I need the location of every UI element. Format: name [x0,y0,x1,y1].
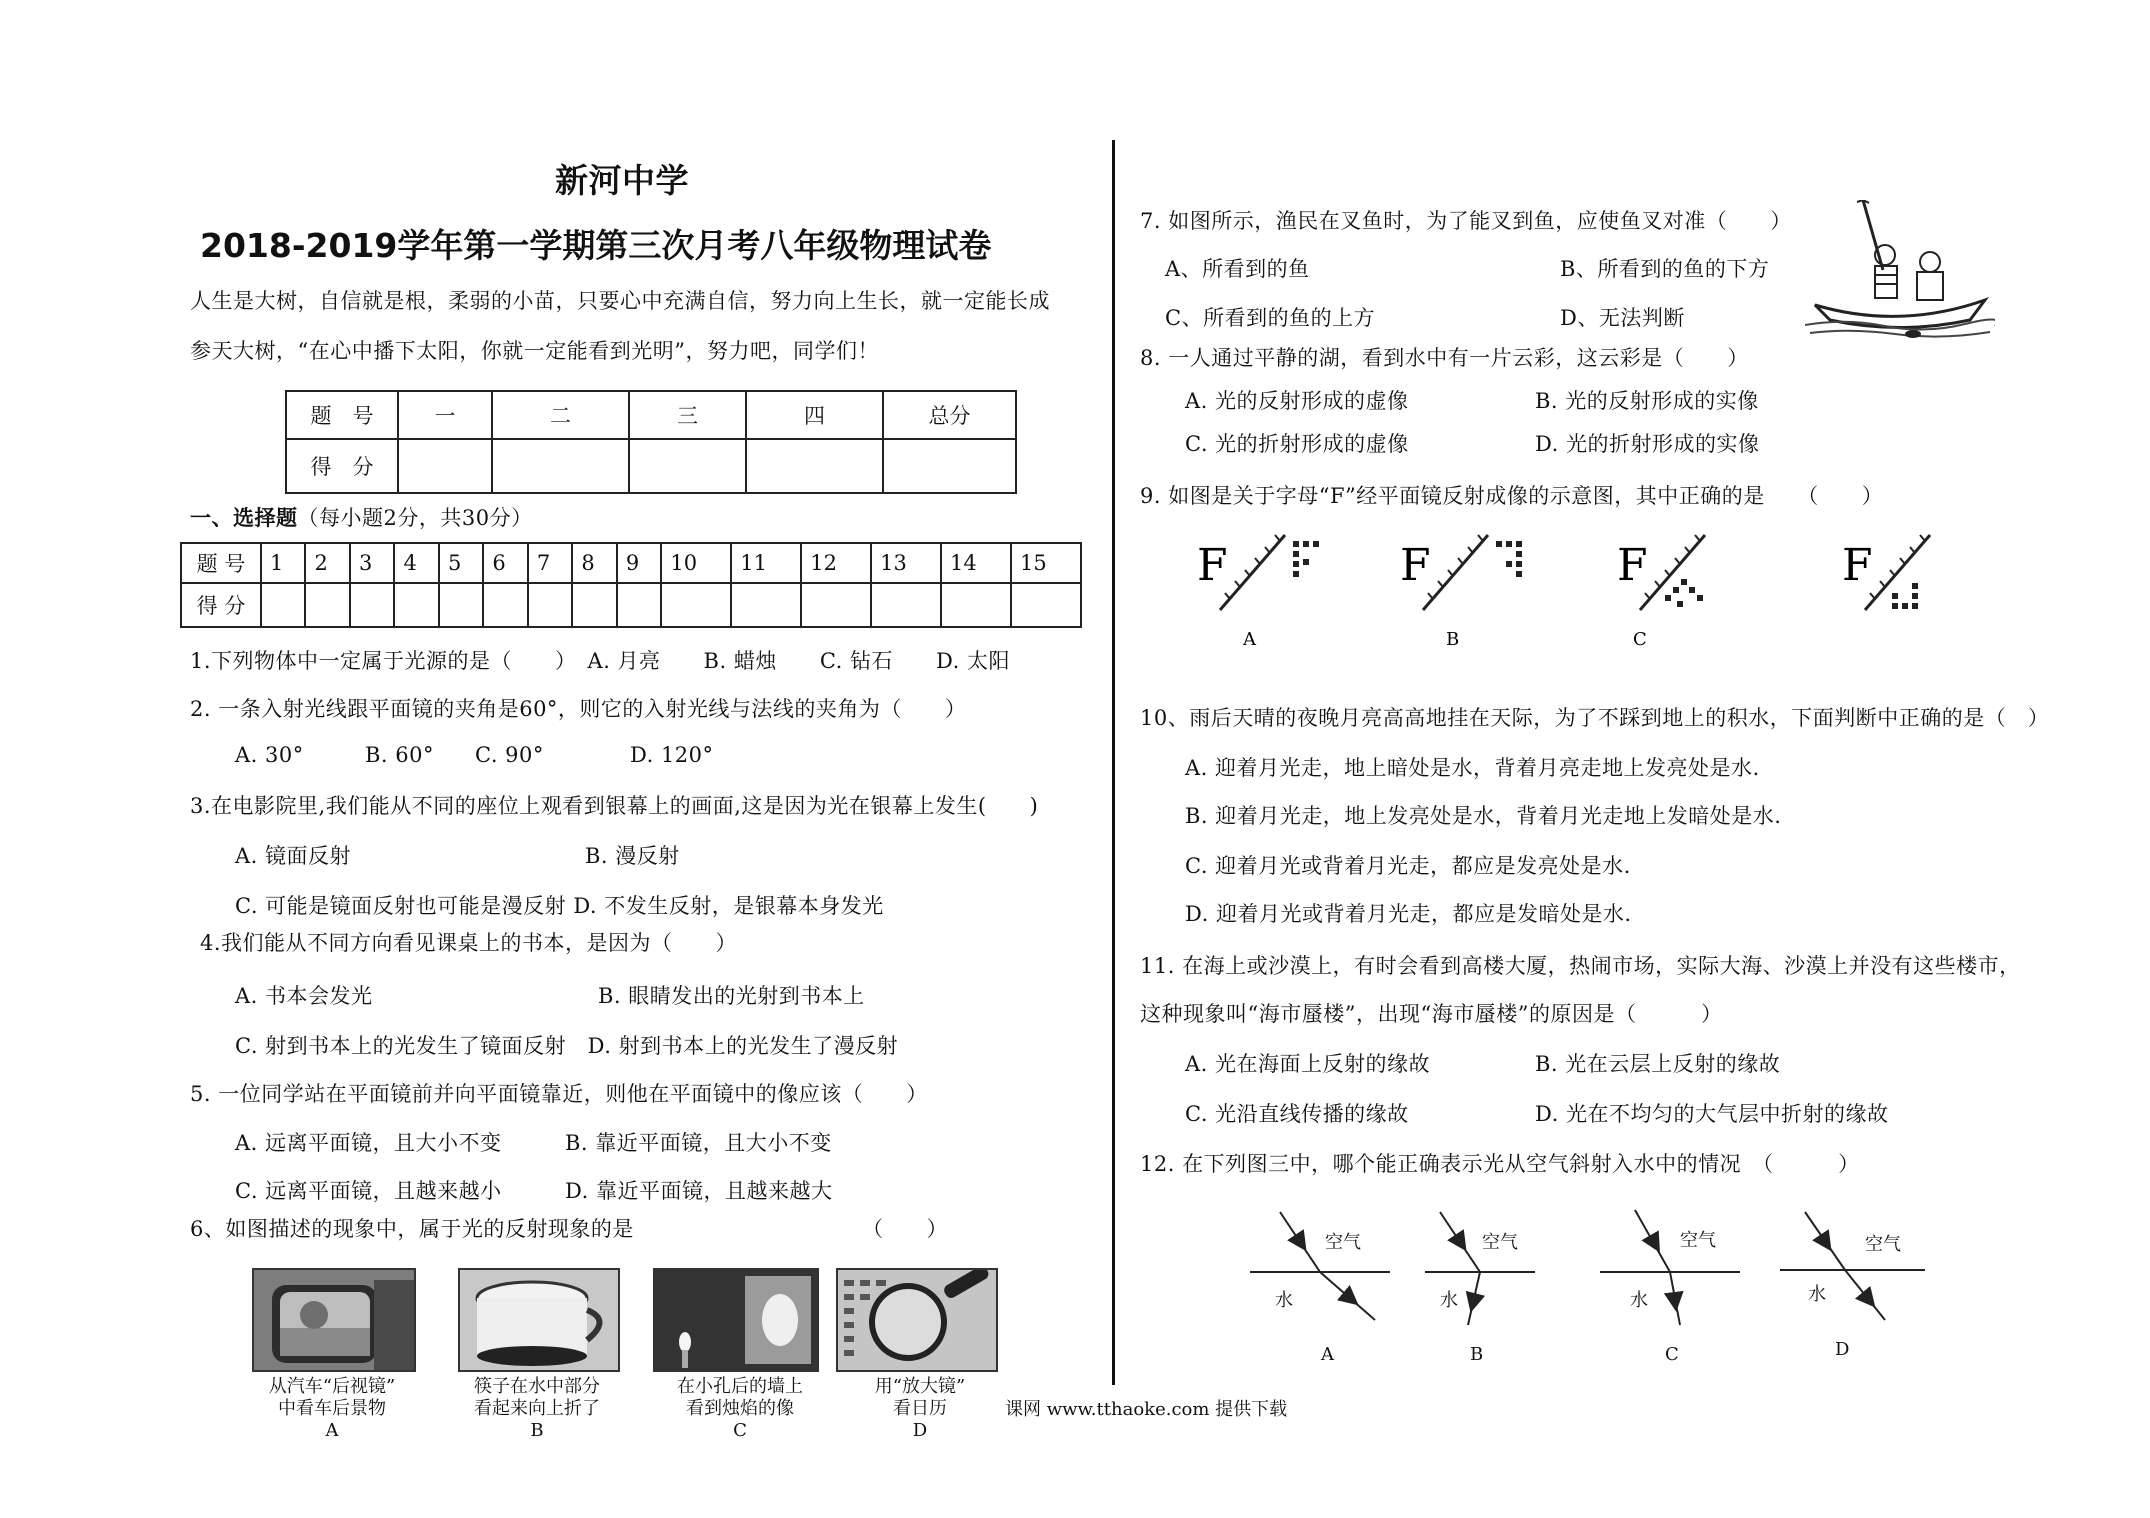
answer-grid-answer-cell[interactable] [1011,583,1081,627]
q12-water-label: 水 [1275,1290,1293,1311]
answer-grid-score-label: 得 分 [181,583,261,627]
answer-grid-answer-cell[interactable] [572,583,616,627]
caption-line: 在小孔后的墙上 [677,1376,803,1397]
question-6: 6、如图描述的现象中，属于光的反射现象的是 [190,1217,634,1241]
q11-option-c: C. 光沿直线传播的缘故 [1185,1102,1409,1126]
answer-grid-answer-cell[interactable] [941,583,1011,627]
question-10: 10、雨后天晴的夜晚月亮高高地挂在天际，为了不踩到地上的积水，下面判断中正确的是（ ） [1140,706,2050,730]
q2-option-c: C. 90° [475,743,544,767]
q9-mirror-diagrams [1185,525,1965,650]
question-5: 5. 一位同学站在平面镜前并向平面镜靠近，则他在平面镜中的像应该（ ） [190,1082,928,1106]
answer-grid-answer-cell[interactable] [439,583,483,627]
q3-option-b: B. 漫反射 [585,844,680,868]
q2-option-d: D. 120° [630,743,714,767]
motto-line-2: 参天大树，“在心中播下太阳，你就一定能看到光明”，努力吧，同学们！ [190,339,879,363]
q12-diagram-c [1600,1210,1740,1365]
q2-option-b: B. 60° [365,743,435,767]
q6-answer-paren: （ ） [862,1217,948,1241]
caption-line: 从汽车“后视镜” [268,1376,396,1397]
answer-grid-answer-cell[interactable] [528,583,572,627]
q7-option-c: C、所看到的鱼的上方 [1165,306,1376,330]
q12-diagram-b [1425,1212,1535,1365]
section-1-heading [190,502,533,532]
q12-water-label: 水 [1630,1290,1648,1311]
score-table-score-label: 得 分 [286,439,398,493]
cup-with-chopsticks-photo [458,1268,620,1372]
caption-letter: A [325,1420,339,1441]
q5-option-b: B. 靠近平面镜，且大小不变 [565,1131,832,1155]
rearview-mirror-photo [252,1268,416,1372]
answer-grid-number: 4 [394,543,438,583]
answer-grid-number: 1 [261,543,305,583]
question-11-line-2: 这种现象叫“海市蜃楼”，出现“海市蜃楼”的原因是（ ） [1140,1002,1723,1026]
answer-grid-answer-cell[interactable] [305,583,349,627]
q6-caption-d [820,1376,1020,1442]
answer-grid-answer-cell[interactable] [801,583,871,627]
question-7: 7. 如图所示，渔民在叉鱼时，为了能叉到鱼，应使鱼叉对准（ ） [1140,209,1792,233]
q7-option-a: A、所看到的鱼 [1165,257,1310,281]
answer-grid-answer-cell[interactable] [731,583,801,627]
caption-line: 用“放大镜” [874,1376,966,1397]
q12-air-label: 空气 [1680,1230,1716,1251]
column-divider [1112,140,1115,1385]
q5-option-a: A. 远离平面镜，且大小不变 [235,1131,502,1155]
caption-line: 中看车后景物 [278,1398,386,1419]
question-3: 3.在电影院里,我们能从不同的座位上观看到银幕上的画面,这是因为光在银幕上发生( ) [190,794,1039,818]
score-cell[interactable] [746,439,883,493]
q9-letter: A [1243,629,1256,650]
q3-option-a: A. 镜面反射 [235,844,352,868]
answer-grid-number: 12 [801,543,871,583]
magnifier-calendar-photo [836,1268,998,1372]
answer-grid [180,542,1082,628]
section-1-title: 一、选择题 [190,505,298,530]
answer-grid-answer-cell[interactable] [261,583,305,627]
q4-option-a: A. 书本会发光 [235,984,373,1008]
q9-diagram-a [1197,535,1319,650]
score-cell[interactable] [492,439,629,493]
q10-option-c: C. 迎着月光或背着月光走，都应是发亮处是水. [1185,854,1631,878]
question-4: 4.我们能从不同方向看见课桌上的书本，是因为（ ） [200,931,738,955]
q2-option-a: A. 30° [235,743,304,767]
score-table-col-1: 一 [398,391,492,439]
caption-letter: B [530,1420,544,1441]
answer-grid-number: 14 [941,543,1011,583]
watermark-text: 课网 www.tthaoke.com 提供下载 [1005,1399,1288,1420]
score-table [285,390,1017,494]
exam-title: 2018-2019学年第一学期第三次月考八年级物理试卷 [200,226,992,265]
answer-grid-number: 3 [350,543,394,583]
caption-line: 看日历 [893,1398,947,1419]
q11-option-a: A. 光在海面上反射的缘故 [1185,1052,1431,1076]
answer-grid-answer-cell[interactable] [394,583,438,627]
fisherman-illustration [1805,200,1995,340]
question-1: 1.下列物体中一定属于光源的是（ ） A. 月亮 B. 蜡烛 C. 钻石 D. 太阳 [190,649,1010,673]
answer-grid-number: 10 [661,543,731,583]
answer-grid-number: 8 [572,543,616,583]
q10-option-d: D. 迎着月光或背着月光走，都应是发暗处是水. [1185,902,1632,926]
q5-option-d: D. 靠近平面镜，且越来越大 [565,1179,833,1203]
svg-text:F: F [1400,540,1431,591]
q10-option-b: B. 迎着月光走，地上发亮处是水，背着月光走地上发暗处是水. [1185,804,1782,828]
school-name: 新河中学 [555,161,689,200]
caption-letter: C [733,1420,747,1441]
answer-grid-number: 6 [483,543,527,583]
q9-letter: C [1633,629,1647,650]
q4-option-cd: C. 射到书本上的光发生了镜面反射 D. 射到书本上的光发生了漫反射 [235,1034,899,1058]
question-8: 8. 一人通过平静的湖，看到水中有一片云彩，这云彩是（ ） [1140,346,1749,370]
q8-option-b: B. 光的反射形成的实像 [1535,389,1759,413]
question-11-line-1: 11. 在海上或沙漠上，有时会看到高楼大厦，热闹市场，实际大海、沙漠上并没有这些楼市， [1140,954,2021,978]
q8-option-a: A. 光的反射形成的虚像 [1185,389,1409,413]
answer-grid-answer-cell[interactable] [871,583,941,627]
q9-diagram-c [1617,535,1705,650]
caption-letter: D [912,1420,928,1441]
q12-water-label: 水 [1808,1284,1826,1305]
caption-line: 看起来向上折了 [474,1398,600,1419]
answer-grid-number: 15 [1011,543,1081,583]
q12-letter: C [1665,1344,1679,1365]
q12-letter: B [1470,1344,1484,1365]
section-1-note: （每小题2分，共30分） [297,506,533,530]
q11-option-d: D. 光在不均匀的大气层中折射的缘故 [1535,1102,1889,1126]
question-2: 2. 一条入射光线跟平面镜的夹角是60°，则它的入射光线与法线的夹角为（ ） [190,697,967,721]
answer-grid-number: 13 [871,543,941,583]
q5-option-c: C. 远离平面镜，且越来越小 [235,1179,502,1203]
q12-diagram-d [1780,1212,1925,1360]
q11-option-b: B. 光在云层上反射的缘故 [1535,1052,1781,1076]
score-table-col-3: 三 [629,391,746,439]
q12-air-label: 空气 [1325,1232,1361,1253]
answer-grid-number-label: 题 号 [181,543,261,583]
question-9: 9. 如图是关于字母“F”经平面镜反射成像的示意图，其中正确的是 （ ） [1140,484,1884,508]
q7-option-d: D、无法判断 [1560,306,1685,330]
q8-option-d: D. 光的折射形成的实像 [1535,432,1760,456]
q6-caption-c [640,1376,840,1442]
q8-option-c: C. 光的折射形成的虚像 [1185,432,1409,456]
svg-text:F: F [1197,540,1228,591]
caption-line: 看到烛焰的像 [686,1398,794,1419]
q12-water-label: 水 [1440,1290,1458,1311]
answer-grid-answer-cell[interactable] [483,583,527,627]
answer-grid-number: 7 [528,543,572,583]
svg-text:F: F [1842,540,1873,591]
caption-line: 筷子在水中部分 [474,1376,600,1397]
q10-option-a: A. 迎着月光走，地上暗处是水，背着月亮走地上发亮处是水. [1185,756,1760,780]
q7-option-b: B、所看到的鱼的下方 [1560,257,1770,281]
q12-refraction-diagrams [1245,1200,1945,1370]
score-table-header-label: 题 号 [286,391,398,439]
score-cell[interactable] [398,439,492,493]
q12-diagram-a [1250,1212,1390,1365]
score-cell[interactable] [883,439,1016,493]
score-table-col-total: 总分 [883,391,1016,439]
q12-letter: A [1321,1344,1334,1365]
q12-letter: D [1835,1339,1850,1360]
answer-grid-number: 9 [617,543,661,583]
q9-letter: B [1446,629,1460,650]
q6-caption-b [437,1376,637,1442]
pinhole-candle-photo [653,1268,819,1372]
answer-grid-number: 11 [731,543,801,583]
q9-diagram-b [1400,535,1522,650]
answer-grid-answer-cell[interactable] [661,583,731,627]
motto-line-1: 人生是大树，自信就是根，柔弱的小苗，只要心中充满自信，努力向上生长，就一定能长成 [190,289,1050,313]
q4-option-b: B. 眼睛发出的光射到书本上 [598,984,865,1008]
answer-grid-number: 2 [305,543,349,583]
svg-text:F: F [1617,540,1648,591]
q3-option-cd: C. 可能是镜面反射也可能是漫反射 D. 不发生反射，是银幕本身发光 [235,894,884,918]
answer-grid-answer-cell[interactable] [617,583,661,627]
q9-diagram-d [1842,535,1930,610]
score-table-col-4: 四 [746,391,883,439]
score-cell[interactable] [629,439,746,493]
question-12: 12. 在下列图三中，哪个能正确表示光从空气斜射入水中的情况 （ ） [1140,1152,1860,1176]
score-table-col-2: 二 [492,391,629,439]
answer-grid-answer-cell[interactable] [350,583,394,627]
answer-grid-number: 5 [439,543,483,583]
q12-air-label: 空气 [1865,1234,1901,1255]
q6-caption-a [232,1376,432,1442]
q12-air-label: 空气 [1482,1232,1518,1253]
